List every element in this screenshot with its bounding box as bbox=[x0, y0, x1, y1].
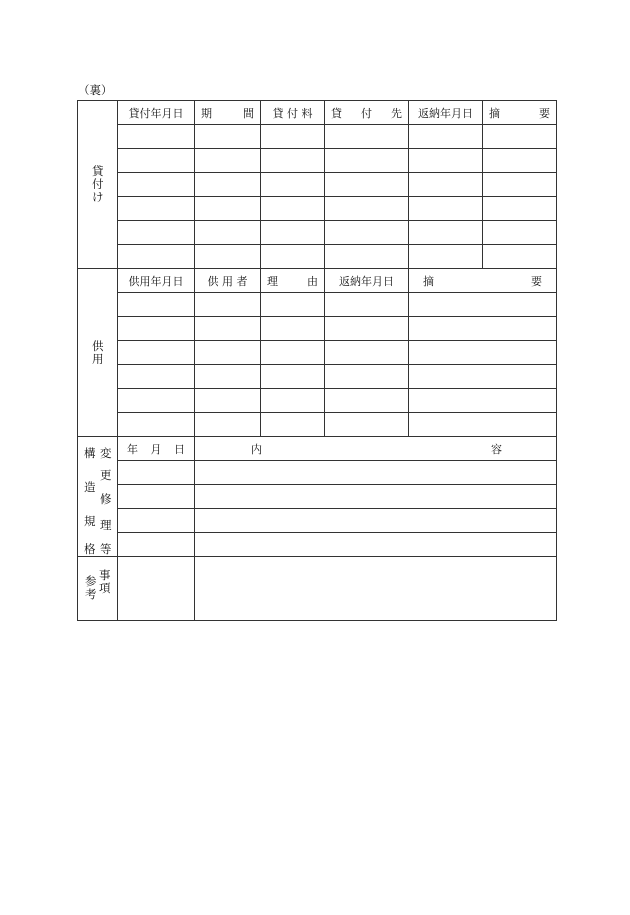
notes-date-cell[interactable] bbox=[118, 557, 195, 621]
lending-section-label: 貸付け bbox=[78, 101, 118, 269]
modification-section-label: 構 変 更 造 修 規 理 格 等 bbox=[78, 437, 118, 557]
use-header-user: 供 用 者 bbox=[195, 269, 261, 293]
use-row bbox=[78, 341, 557, 365]
lending-row bbox=[78, 149, 557, 173]
page-label: （裏） bbox=[78, 83, 113, 97]
use-header-reason: 理 由 bbox=[261, 269, 325, 293]
use-section-label: 供用 bbox=[78, 269, 118, 437]
lending-header-row bbox=[78, 101, 557, 125]
lending-header-period: 期 間 bbox=[195, 101, 261, 125]
lending-header-date: 貸付年月日 bbox=[118, 101, 195, 125]
lending-header-return-date: 返納年月日 bbox=[409, 101, 483, 125]
notes-row bbox=[78, 557, 557, 621]
notes-section-label: 参考 事項 bbox=[78, 557, 118, 621]
lending-row bbox=[78, 197, 557, 221]
lending-header-remarks: 摘 要 bbox=[483, 101, 557, 125]
modification-row bbox=[78, 509, 557, 533]
use-header-remarks: 摘 要 bbox=[409, 269, 557, 293]
modification-row bbox=[78, 461, 557, 485]
lending-row bbox=[78, 221, 557, 245]
modification-header-date: 年 月 日 bbox=[118, 437, 195, 461]
lending-header-lessee: 貸 付 先 bbox=[325, 101, 409, 125]
use-row bbox=[78, 413, 557, 437]
use-header-return-date: 返納年月日 bbox=[325, 269, 409, 293]
use-row bbox=[78, 293, 557, 317]
lending-row bbox=[78, 173, 557, 197]
lending-row bbox=[78, 245, 557, 269]
modification-header-row bbox=[78, 437, 557, 461]
use-header-row bbox=[78, 269, 557, 293]
use-row bbox=[78, 389, 557, 413]
modification-row bbox=[78, 533, 557, 557]
ledger-table bbox=[77, 100, 557, 621]
modification-header-content: 内 容 bbox=[195, 437, 557, 461]
lending-row bbox=[78, 125, 557, 149]
notes-content-cell[interactable] bbox=[195, 557, 557, 621]
lending-header-fee: 貸 付 料 bbox=[261, 101, 325, 125]
modification-row bbox=[78, 485, 557, 509]
use-header-date: 供用年月日 bbox=[118, 269, 195, 293]
use-row bbox=[78, 317, 557, 341]
use-row bbox=[78, 365, 557, 389]
ledger-form bbox=[77, 100, 557, 621]
